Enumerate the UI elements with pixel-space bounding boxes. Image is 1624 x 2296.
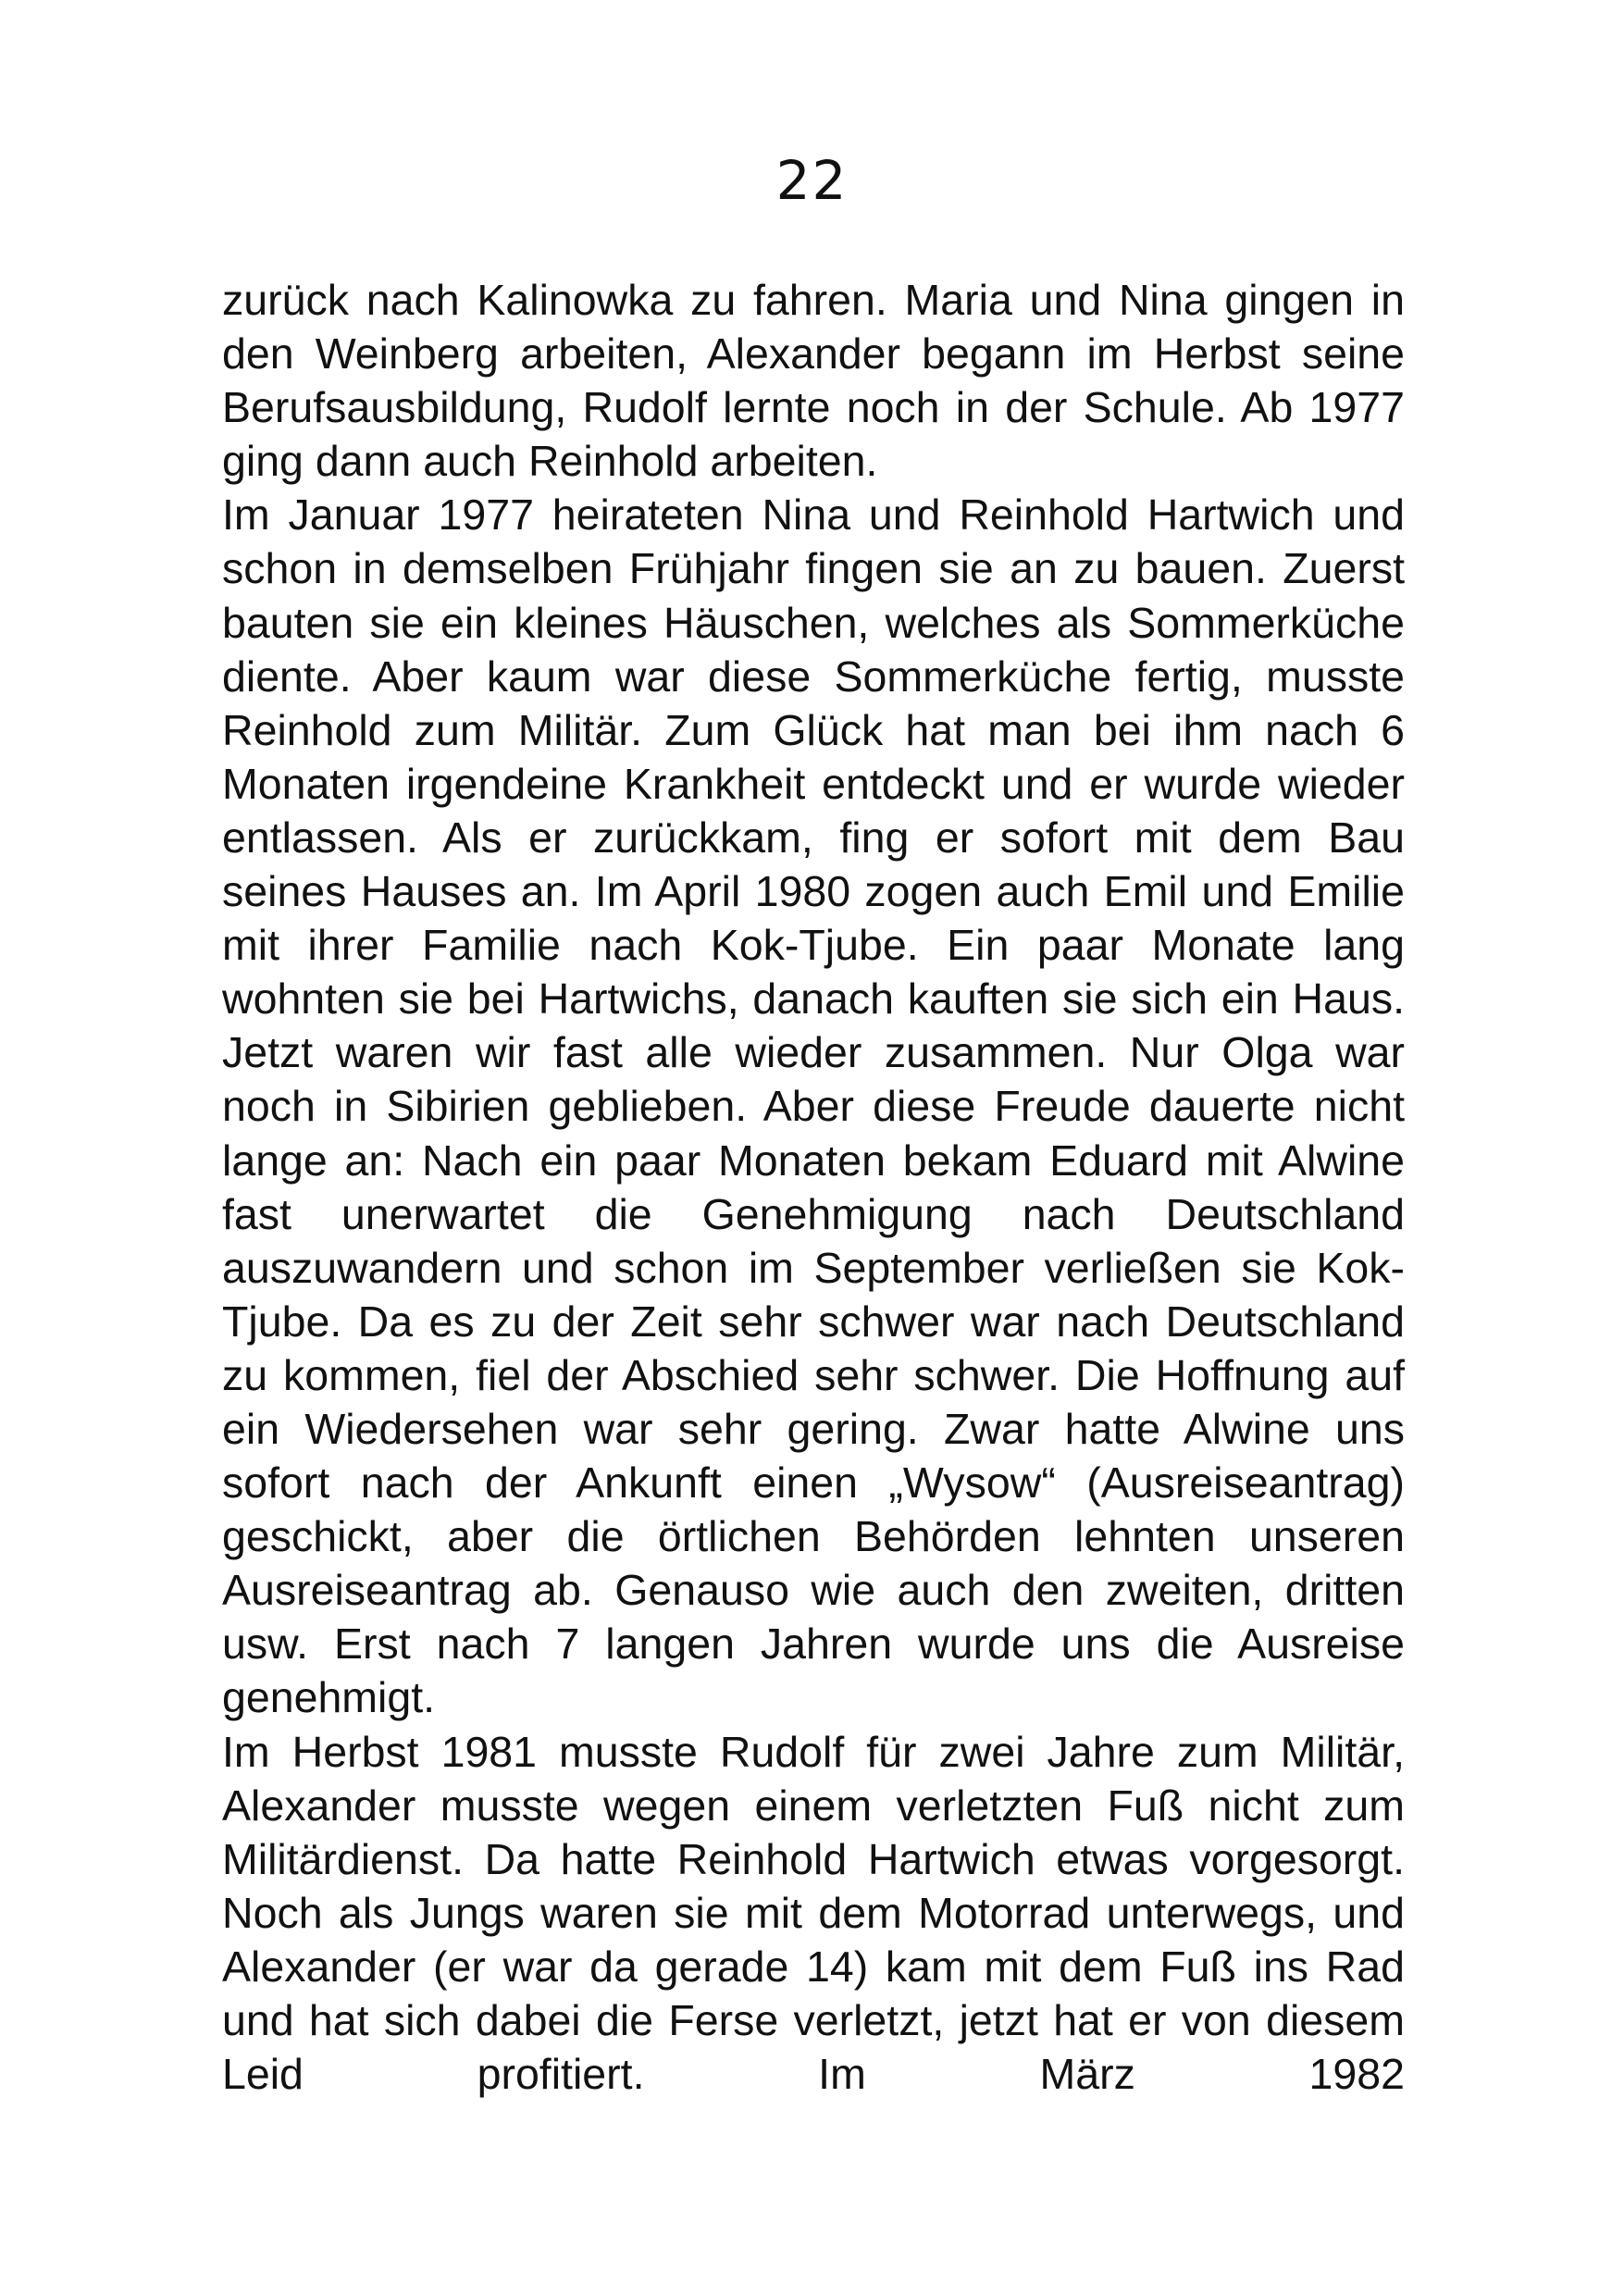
paragraph: Im Herbst 1981 musste Rudolf für zwei Jahre zum Militär, Alexander musste wegen einem verletzten Fuß nicht zum Militärdienst. Da hatte Reinhold Hartwich etwas vorgesorgt. Noch als Jungs waren sie mit dem Motorrad unterwegs, und Alexander (er war da gerade 14) kam mit dem Fuß ins Rad und hat sich dabei die Ferse verletzt, jetzt hat er von diesem Leid profitiert. Im März 1982 (222, 1727, 1405, 2099)
paragraph: Im Januar 1977 heirateten Nina und Reinhold Hartwich und schon in demselben Frühjahr fingen sie an zu bauen. Zuerst bauten sie ein kleines Häuschen, welches als Sommerküche diente. Aber kaum war diese Sommerküche fertig, musste Reinhold zum Militär. Zum Glück hat man bei ihm nach 6 Monaten irgendeine Krankheit entdeckt und er wurde wieder entlassen. Als er zurückkam, fing er sofort mit dem Bau seines Hauses an. Im April 1980 zogen auch Emil und Emilie mit ihrer Familie nach Kok-Tjube. Ein paar Monate lang wohnten sie bei Hartwichs, danach kauften sie sich ein Haus. Jetzt waren wir fast alle wieder zusammen. Nur Olga war noch in Sibirien geblieben. Aber diese Freude dauerte nicht lange an: Nach ein paar Monaten bekam Eduard mit Alwine fast unerwartet die Genehmigung nach Deutschland auszuwandern und schon im September verließen sie Kok-Tjube. Da es zu der Zeit sehr schwer war nach Deutschland zu kommen, fiel der Abschied sehr schwer. Die Hoffnung auf ein Wiedersehen war sehr gering. Zwar hatte Alwine uns sofort nach der Ankunft einen „Wysow“ (Ausreiseantrag) geschickt, aber die örtlichen Behörden lehnten unseren Ausreiseantrag ab. Genauso wie auch den zweiten, dritten usw. Erst nach 7 langen Jahren wurde uns die Ausreise genehmigt. (222, 490, 1405, 1722)
paragraph: zurück nach Kalinowka zu fahren. Maria und Nina gingen in den Weinberg arbeiten, Alexander begann im Herbst seine Berufsausbildung, Rudolf lernte noch in der Schule. Ab 1977 ging dann auch Reinhold arbeiten. (222, 276, 1405, 486)
body-text (222, 273, 1405, 2101)
page-number: 22 (775, 149, 849, 212)
